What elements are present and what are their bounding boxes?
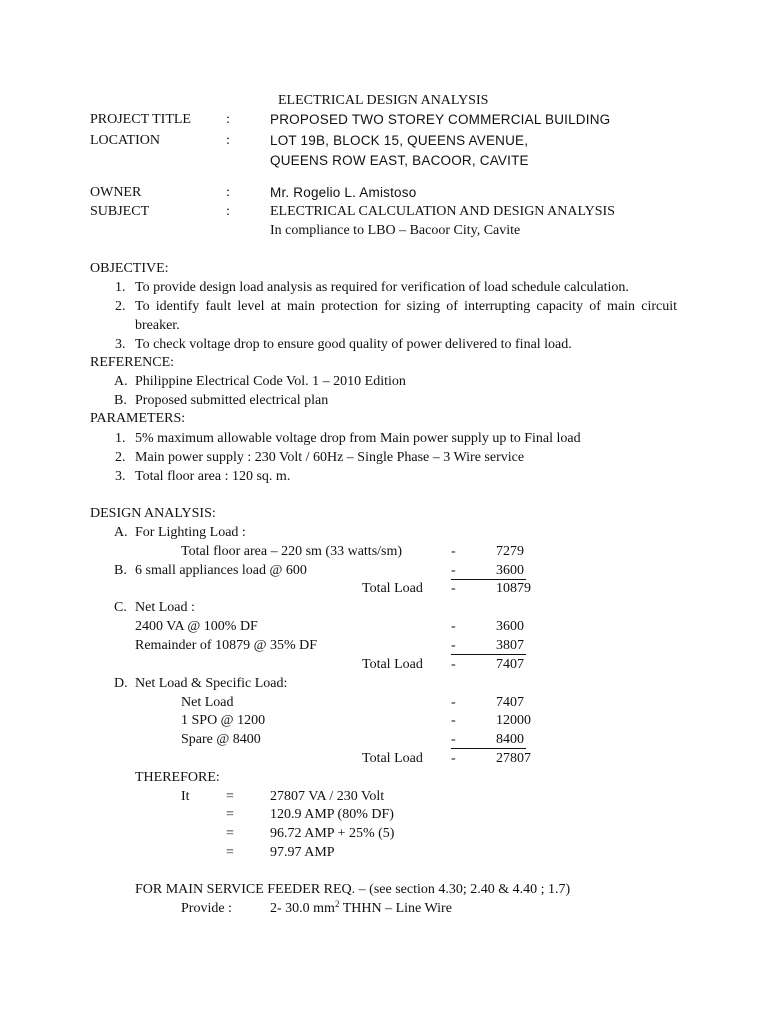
objective-heading: OBJECTIVE: bbox=[90, 261, 169, 276]
subject-line-2: In compliance to LBO – Bacoor City, Cavite bbox=[270, 223, 521, 238]
load-value: 3600 bbox=[496, 563, 524, 578]
list-letter: A. bbox=[114, 374, 128, 389]
location-label: LOCATION bbox=[90, 133, 160, 148]
provide-value bbox=[270, 899, 452, 916]
lighting-load-row: Total floor area – 220 sm (33 watts/sm) bbox=[181, 544, 403, 559]
specific-load-row: 1 SPO @ 1200 bbox=[181, 713, 266, 728]
net-load-title: Net Load : bbox=[135, 600, 195, 615]
total-load-label: Total Load bbox=[362, 657, 423, 672]
calculation-line: 27807 VA / 230 Volt bbox=[270, 789, 385, 804]
dash: - bbox=[451, 638, 456, 653]
equals-sign: = bbox=[226, 807, 234, 822]
objective-item: To check voltage drop to ensure good quality of power delivered to final load. bbox=[135, 337, 572, 352]
calculation-line: 97.97 AMP bbox=[270, 845, 335, 860]
calculation-line: 120.9 AMP (80% DF) bbox=[270, 807, 394, 822]
dash: - bbox=[451, 619, 456, 634]
objective-item: To provide design load analysis as required for verification of load schedule calculation. bbox=[135, 280, 629, 295]
list-number: 2. bbox=[115, 299, 126, 314]
net-load-row: 2400 VA @ 100% DF bbox=[135, 619, 258, 634]
location-line-2: QUEENS ROW EAST, BACOOR, CAVITE bbox=[270, 153, 529, 168]
load-value: 7407 bbox=[496, 695, 524, 710]
owner-label: OWNER bbox=[90, 185, 142, 200]
load-value: 3807 bbox=[496, 638, 524, 653]
dash: - bbox=[451, 563, 456, 578]
list-number: 2. bbox=[115, 450, 126, 465]
list-letter: B. bbox=[114, 393, 127, 408]
parameters-heading: PARAMETERS: bbox=[90, 411, 186, 426]
dash: - bbox=[451, 695, 456, 710]
project-title-value: PROPOSED TWO STOREY COMMERCIAL BUILDING bbox=[270, 112, 611, 127]
reference-heading: REFERENCE: bbox=[90, 355, 175, 370]
lighting-load-title: For Lighting Load : bbox=[135, 525, 246, 540]
therefore-heading: THEREFORE: bbox=[135, 770, 220, 785]
superscript: 2 bbox=[334, 899, 340, 909]
colon: : bbox=[226, 133, 230, 148]
parameter-item: Main power supply : 230 Volt / 60Hz – Single Phase – 3 Wire service bbox=[135, 450, 525, 465]
list-number: 3. bbox=[115, 469, 126, 484]
specific-load-row: Net Load bbox=[181, 695, 234, 710]
list-letter: C. bbox=[114, 600, 127, 615]
dash: - bbox=[451, 732, 456, 747]
parameter-item: 5% maximum allowable voltage drop from Main power supply up to Final load bbox=[135, 431, 581, 446]
list-letter: B. bbox=[114, 563, 127, 578]
objective-item-continued: breaker. bbox=[135, 318, 180, 333]
dash: - bbox=[451, 581, 456, 596]
wire-type: THHN – Line Wire bbox=[339, 901, 452, 916]
dash: - bbox=[451, 713, 456, 728]
list-letter: A. bbox=[114, 525, 128, 540]
wire-size: 2- 30.0 mm bbox=[270, 901, 335, 916]
load-value: 12000 bbox=[496, 713, 531, 728]
dash: - bbox=[451, 657, 456, 672]
dash: - bbox=[451, 751, 456, 766]
document-title: ELECTRICAL DESIGN ANALYSIS bbox=[278, 93, 489, 108]
list-number: 3. bbox=[115, 337, 126, 352]
list-number: 1. bbox=[115, 280, 126, 295]
location-line-1: LOT 19B, BLOCK 15, QUEENS AVENUE, bbox=[270, 133, 529, 148]
equals-sign: = bbox=[226, 845, 234, 860]
colon: : bbox=[226, 204, 230, 219]
specific-load-title: Net Load & Specific Load: bbox=[135, 676, 288, 691]
underlined-value-row bbox=[451, 564, 526, 580]
load-value: 8400 bbox=[496, 732, 524, 747]
equals-sign: = bbox=[226, 826, 234, 841]
total-load-value: 7407 bbox=[496, 657, 524, 672]
subject-line-1: ELECTRICAL CALCULATION AND DESIGN ANALYSIS bbox=[270, 204, 615, 219]
appliances-load-title: 6 small appliances load @ 600 bbox=[135, 563, 307, 578]
underlined-value-row bbox=[451, 733, 526, 749]
colon: : bbox=[226, 112, 230, 127]
specific-load-row: Spare @ 8400 bbox=[181, 732, 261, 747]
underlined-value-row bbox=[451, 639, 526, 655]
total-load-value: 10879 bbox=[496, 581, 531, 596]
calculation-line: 96.72 AMP + 25% (5) bbox=[270, 826, 395, 841]
parameter-item: Total floor area : 120 sq. m. bbox=[135, 469, 291, 484]
equals-sign: = bbox=[226, 789, 234, 804]
total-load-value: 27807 bbox=[496, 751, 531, 766]
dash: - bbox=[451, 544, 456, 559]
list-letter: D. bbox=[114, 676, 128, 691]
list-number: 1. bbox=[115, 431, 126, 446]
provide-label: Provide : bbox=[181, 901, 232, 916]
subject-label: SUBJECT bbox=[90, 204, 150, 219]
current-symbol: It bbox=[181, 789, 190, 804]
load-value: 3600 bbox=[496, 619, 524, 634]
colon: : bbox=[226, 185, 230, 200]
net-load-row: Remainder of 10879 @ 35% DF bbox=[135, 638, 318, 653]
total-load-label: Total Load bbox=[362, 751, 423, 766]
project-title-label: PROJECT TITLE bbox=[90, 112, 191, 127]
total-load-label: Total Load bbox=[362, 581, 423, 596]
reference-item: Philippine Electrical Code Vol. 1 – 2010 Edition bbox=[135, 374, 406, 389]
objective-item: To identify fault level at main protection for sizing of interrupting capacity of main circuit bbox=[135, 299, 677, 314]
feeder-heading: FOR MAIN SERVICE FEEDER REQ. – (see section 4.30; 2.40 & 4.40 ; 1.7) bbox=[135, 882, 571, 897]
load-value: 7279 bbox=[496, 544, 524, 559]
owner-value: Mr. Rogelio L. Amistoso bbox=[270, 185, 417, 200]
design-analysis-heading: DESIGN ANALYSIS: bbox=[90, 506, 216, 521]
reference-item: Proposed submitted electrical plan bbox=[135, 393, 329, 408]
